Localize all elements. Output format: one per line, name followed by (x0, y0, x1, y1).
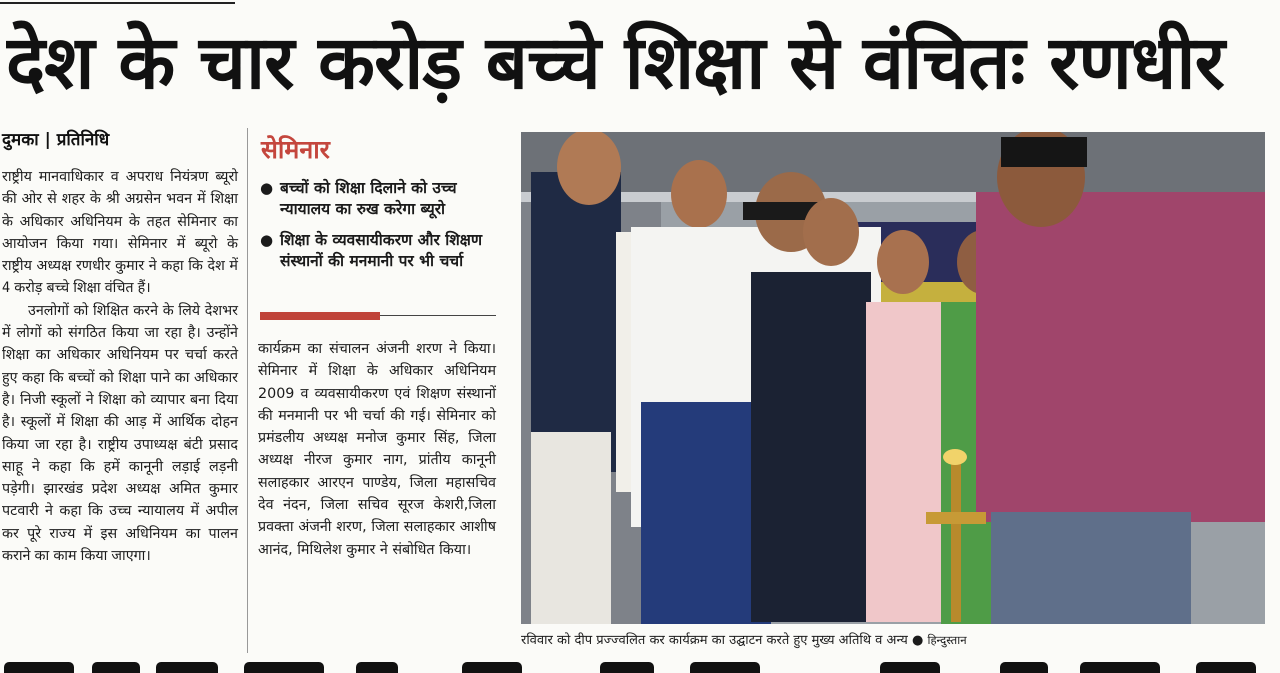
highlights-list (258, 178, 494, 282)
top-rule (0, 2, 235, 4)
highlight-item (258, 178, 494, 220)
photo-credit: हिन्दुस्तान (927, 633, 967, 647)
highlight-text: बच्चों को शिक्षा दिलाने को उच्च न्यायालय का रुख करेगा ब्यूरो (280, 179, 457, 218)
photo-caption (521, 630, 1265, 651)
article-column-1 (2, 166, 238, 567)
caption-bullet: ● (911, 633, 924, 648)
column-divider (247, 128, 248, 653)
article-paragraph-2: उनलोगों को शिक्षित करने के लिये देशभर में लोगों को संगठित किया जा रहा है। उन्होंने शिक्षा का अधिकार अधिनियम पर चर्चा करते हुए कहा कि बच्चों को शिक्षा पाने का अधिकार है। निजी स्कूलों ने शिक्षा को व्यापार बना दिया है। स्कूलों में शिक्षा की आड़ में आर्थिक दोहन किया जा रहा है। राष्ट्रीय उपाध्यक्ष बंटी प्रसाद साहू ने कहा कि हमें कानूनी लड़ाई लड़नी पड़ेगी। झारखंड प्रदेश अध्यक्ष अमित कुमार पटवारी ने कहा कि उच्च न्यायालय में अपील कर पूरे राज्य में इस अधिनियम का पालन कराने का काम किया जाएगा। (2, 302, 238, 565)
section-divider-line (380, 315, 496, 316)
caption-text: रविवार को दीप प्रज्ज्वलित कर कार्यक्रम का उद्घाटन करते हुए मुख्य अतिथि व अन्य (521, 633, 908, 648)
article-column-2: कार्यक्रम का संचालन अंजनी शरण ने किया। सेमिनार में शिक्षा के अधिकार अधिनियम 2009 व व्यवसायीकरण एवं शिक्षण संस्थानों की मनमानी पर भी चर्चा की गई। सेमिनार को प्रमंडलीय अध्यक्ष मनोज कुमार सिंह, जिला अध्यक्ष नीरज कुमार नाग, प्रांतीय कानूनी सलाहकार आरएन पाण्डेय, जिला महासचिव देव नंदन, जिला सचिव सूरज केशरी,जिला प्रवक्ता अंजनी शरण, जिला सलाहकार आशीष आनंद, मिथिलेश कुमार ने संबोधित किया। (258, 341, 496, 558)
section-divider-accent (260, 312, 380, 320)
section-kicker: सेमिनार (261, 135, 330, 164)
bullet-icon: ● (260, 179, 274, 197)
headline: देश के चार करोड़ बच्चे शिक्षा से वंचितः रणधीर (6, 20, 1224, 106)
highlight-item (258, 230, 494, 272)
dateline: दुमका | प्रतिनिधि (2, 130, 110, 150)
photo-illustration (521, 132, 1265, 624)
bullet-icon: ● (260, 231, 274, 249)
highlight-text: शिक्षा के व्यवसायीकरण और शिक्षण संस्थानों की मनमानी पर भी चर्चा (280, 231, 483, 270)
article-paragraph-1: राष्ट्रीय मानवाधिकार व अपराध नियंत्रण ब्यूरो की ओर से शहर के श्री अग्रसेन भवन में शिक्षा के अधिकार अधिनियम के तहत सेमिनार का आयोजन किया गया। सेमिनार में ब्यूरो के राष्ट्रीय अध्यक्ष रणधीर कुमार ने कहा कि देश में 4 करोड़ बच्चे शिक्षा वंचित हैं। (2, 169, 238, 297)
event-photo (521, 132, 1265, 624)
next-headline-cropped (0, 654, 1280, 673)
